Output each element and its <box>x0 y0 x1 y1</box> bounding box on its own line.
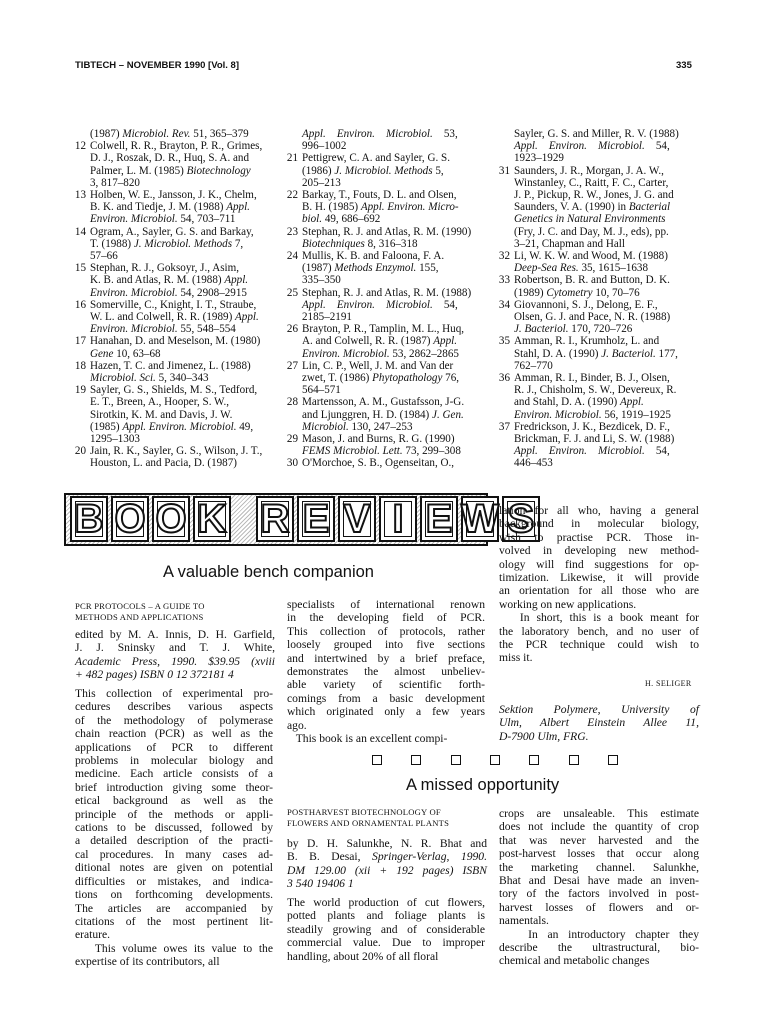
reference-entry <box>75 299 275 336</box>
reference-line: Somerville, C., Knight, I. T., Straube, <box>90 298 257 311</box>
reference-line: 205–213 <box>302 176 341 189</box>
review-text-column-3 <box>499 504 699 665</box>
text-line: principle of the methods or appli- <box>75 807 273 821</box>
text-line: citations of the most pertinent lit- <box>75 914 273 928</box>
text-line: applications of PCR to different <box>75 740 273 754</box>
text-line: does not include the quantity of crop <box>499 820 699 834</box>
text-line: chemical and metabolic changes <box>499 954 650 968</box>
reference-line: Hazen, T. C. and Jimenez, L. (1988) <box>90 359 251 372</box>
reference-number: 36 <box>498 372 510 385</box>
text-line: Bhat and Desai have made an inven- <box>499 874 699 888</box>
text-line: crops are unsaleable. This estimate <box>499 807 699 820</box>
text-line: This collection of protocols, rather <box>287 624 485 638</box>
text-line: 3 540 19406 1 <box>287 877 354 891</box>
reference-line: Appl. Environ. Microbiol. 54, <box>302 298 458 311</box>
reference-line: zwet, T. (1986) Phytopathology 76, <box>302 372 460 385</box>
text-line: In an introductory chapter they <box>499 927 699 941</box>
text-line: erature. <box>75 928 111 942</box>
text-line: Sektion Polymere, University of <box>499 703 699 716</box>
text-line: In short, this is a book meant for <box>499 611 699 625</box>
text-line: tory of the factors involved in post- <box>499 887 699 901</box>
reference-number: 37 <box>498 420 510 433</box>
reference-number: 18 <box>74 359 86 372</box>
text-line: the PCR technique could wish to <box>499 638 699 652</box>
text-line: FLOWERS AND ORNAMENTAL PLANTS <box>287 818 450 828</box>
reference-entry <box>287 323 487 360</box>
reference-number: 17 <box>74 335 86 348</box>
reference-line: Sayler, G. S., Shields, M. S., Tedford, <box>90 384 258 397</box>
book-title <box>75 601 275 623</box>
reference-line: Appl. Environ. Microbiol. 54, <box>514 140 670 153</box>
reviewer-affiliation <box>499 703 699 743</box>
reviewer-name: H. SELIGER <box>645 679 692 688</box>
reference-line: 1923–1929 <box>514 152 564 165</box>
reference-entry <box>75 140 275 189</box>
text-line: commercial value. Due to improper <box>287 936 485 950</box>
reference-entry <box>75 335 275 359</box>
reference-entry <box>499 421 699 470</box>
reference-entry <box>75 360 275 384</box>
reference-entry <box>287 433 487 457</box>
reference-entry <box>499 335 699 372</box>
reference-entry <box>75 262 275 299</box>
reference-line: (Fry, J. C. and Day, M. J., eds), pp. <box>514 225 669 238</box>
running-header: TIBTECH – NOVEMBER 1990 [Vol. 8] <box>75 60 239 71</box>
reference-line: Microbiol. 130, 247–253 <box>302 420 413 433</box>
text-line: describe the ultrastructural, bio- <box>499 941 699 955</box>
separator-square <box>608 755 618 765</box>
banner-letter-tile: E <box>297 496 335 542</box>
reference-line: Colwell, R. R., Brayton, P. R., Grimes, <box>90 140 263 153</box>
reference-number: 31 <box>498 164 510 177</box>
text-line: handling, about 20% of all floral <box>287 949 439 963</box>
reference-line: and Ljunggren, H. D. (1984) J. Gen. <box>302 408 464 421</box>
text-line: ago. <box>287 718 307 732</box>
reference-line: (1985) Appl. Environ. Microbiol. 49, <box>90 420 254 433</box>
reference-entry <box>75 128 275 140</box>
review-text-column-2 <box>287 896 485 963</box>
banner-letter-tile: I <box>379 496 417 542</box>
text-line: + 482 pages) ISBN 0 12 372181 4 <box>75 668 234 682</box>
reference-line: 996–1002 <box>302 140 347 153</box>
reference-line: Environ. Microbiol. 54, 703–711 <box>90 213 236 226</box>
text-line: B. B. Desai, Springer-Verlag, 1990. <box>287 850 487 864</box>
reference-number: 13 <box>74 189 86 202</box>
text-line: etical background as well as the <box>75 794 273 808</box>
reference-line: Stephan, R. J., Goksoyr, J., Asim, <box>90 262 240 275</box>
reference-line: Robertson, B. R. and Button, D. K. <box>514 274 670 287</box>
reference-line: 3, 817–820 <box>90 176 140 189</box>
text-line: working on new applications. <box>499 597 637 611</box>
reference-line: Stahl, D. A. (1990) J. Bacteriol. 177, <box>514 347 678 360</box>
banner-letter-tile: W <box>461 497 499 541</box>
reference-line: Martensson, A. M., Gustafsson, J-G. <box>302 396 465 409</box>
reference-line: Brayton, P. R., Tamplin, M. L., Huq, <box>302 323 465 336</box>
reference-number: 27 <box>286 359 298 372</box>
text-line: and intertwined by a brief preface, <box>287 651 485 665</box>
reference-number: 26 <box>286 323 298 336</box>
text-line: METHODS AND APPLICATIONS <box>75 612 204 622</box>
text-line: ditional notes are given on potential <box>75 861 273 875</box>
text-line: chain reaction (PCR) as well as the <box>75 727 273 741</box>
separator-square <box>490 755 500 765</box>
reference-line: Sirotkin, K. M. and Davis, J. W. <box>90 408 233 421</box>
reference-line: 57–66 <box>90 250 118 263</box>
reference-entry <box>287 250 487 287</box>
reference-line: (1989) Cytometry 10, 70–76 <box>514 286 640 299</box>
reference-entry <box>75 384 275 445</box>
reference-line: 335–350 <box>302 274 341 287</box>
reference-entry <box>287 128 487 152</box>
reference-line: (1986) J. Microbiol. Methods 5, <box>302 164 444 177</box>
text-line: The articles are accompanied by <box>75 901 273 915</box>
reference-line: D. J., Roszak, D. R., Huq, S. A. and <box>90 152 250 165</box>
reference-line: J. P., Pickup, R. W., Jones, J. G. and <box>514 189 674 202</box>
reference-line: 3–21, Chapman and Hall <box>514 237 625 250</box>
reference-number: 19 <box>74 384 86 397</box>
reference-line: B. K. and Tiedje, J. M. (1988) Appl. <box>90 201 250 214</box>
reference-number: 12 <box>74 140 86 153</box>
reference-line: 2185–2191 <box>302 311 352 324</box>
text-line: a detailed description of the practi- <box>75 834 273 848</box>
reference-list-column-3 <box>499 128 699 470</box>
book-title <box>287 807 487 829</box>
reference-line: Gene 10, 63–68 <box>90 347 161 360</box>
reference-line: 762–770 <box>514 359 553 372</box>
text-line: difficulties or mistakes, and indica- <box>75 874 273 888</box>
review-title: A missed opportunity <box>406 776 560 794</box>
reference-number: 23 <box>286 225 298 238</box>
reference-number: 24 <box>286 250 298 263</box>
text-line: Academic Press, 1990. $39.95 (xviii <box>75 654 275 668</box>
reference-entry <box>287 287 487 324</box>
reference-line: Ogram, A., Sayler, G. S. and Barkay, <box>90 225 254 238</box>
book-bibliography <box>75 628 275 682</box>
text-line: timization. Likewise, it will provide <box>499 571 699 585</box>
reference-line: Hanahan, D. and Meselson, M. (1980) <box>90 335 261 348</box>
reference-entry <box>499 165 699 250</box>
reference-entry <box>75 189 275 226</box>
reference-line: 446–453 <box>514 457 553 470</box>
text-line: the marketing channel. Salunkhe, <box>499 860 699 874</box>
text-line: of the methodology of polymerase <box>75 713 273 727</box>
text-line: specialists of international renown <box>287 598 485 611</box>
text-line: PCR PROTOCOLS – A GUIDE TO <box>75 601 205 611</box>
text-line: wish to practise PCR. Those in- <box>499 530 699 544</box>
text-line: loosely grouped into five sections <box>287 638 485 652</box>
reference-line: T. (1988) J. Microbiol. Methods 7, <box>90 237 244 250</box>
reference-number: 14 <box>74 225 86 238</box>
reference-line: E. T., Breen, A., Hooper, S. W., <box>90 396 230 409</box>
text-line: volved in developing new method- <box>499 544 699 558</box>
reference-entry <box>287 457 487 469</box>
reference-line: R. J., Chisholm, S. W., Devereux, R. <box>514 384 677 397</box>
reference-line: B. H. (1985) Appl. Environ. Micro- <box>302 201 459 214</box>
reference-line: Environ. Microbiol. 54, 2908–2915 <box>90 286 247 299</box>
text-line: demonstrates the almost unbeliev- <box>287 665 485 679</box>
reference-entry <box>499 128 699 165</box>
reference-line: Biotechniques 8, 316–318 <box>302 237 418 250</box>
text-line: lation for all who, having a general <box>499 504 699 517</box>
reference-entry <box>287 396 487 433</box>
reference-list-column-2 <box>287 128 487 470</box>
text-line: cedures describes various aspects <box>75 700 273 714</box>
text-line: medicine. Each article consists of a <box>75 767 273 781</box>
reference-entry <box>499 250 699 274</box>
reference-line: Environ. Microbiol. 56, 1919–1925 <box>514 408 671 421</box>
reference-line: Houston, L. and Pacia, D. (1987) <box>90 457 237 470</box>
text-line: J. J. Sninsky and T. J. White, <box>75 641 275 655</box>
reference-entry <box>499 372 699 421</box>
reference-number: 34 <box>498 298 510 311</box>
reference-line: O'Morchoe, S. B., Ogenseitan, O., <box>302 457 455 470</box>
text-line: that was never harvested and the <box>499 833 699 847</box>
text-line: able variety of scientific forth- <box>287 678 485 692</box>
reference-line: (1987) Methods Enzymol. 155, <box>302 262 439 275</box>
reference-entry <box>287 152 487 189</box>
banner-letter-tile: R <box>256 496 294 542</box>
banner-letter-tile: B <box>70 496 108 542</box>
reference-line: J. Bacteriol. 170, 720–726 <box>514 323 633 336</box>
reference-line: (1987) Microbiol. Rev. 51, 365–379 <box>90 128 249 140</box>
reference-line: Appl. Environ. Microbiol. 54, <box>514 445 670 458</box>
separator-square <box>411 755 421 765</box>
text-line: the laboratory bench, and no user of <box>499 624 699 638</box>
reference-line: 564–571 <box>302 384 341 397</box>
review-title: A valuable bench companion <box>163 563 374 581</box>
reference-line: Barkay, T., Fouts, D. L. and Olsen, <box>302 189 457 202</box>
reference-line: Brickman, F. J. and Li, S. W. (1988) <box>514 433 675 446</box>
text-line: D-7900 Ulm, FRG. <box>499 729 589 743</box>
reference-line: Saunders, J. R., Morgan, J. A. W., <box>514 164 664 177</box>
reference-number: 15 <box>74 262 86 275</box>
text-line: cal procedures. In many cases ad- <box>75 847 273 861</box>
reference-line: Deep-Sea Res. 35, 1615–1638 <box>514 262 649 275</box>
reference-line: and Stahl, D. A. (1990) Appl. <box>514 396 644 409</box>
reference-entry <box>287 360 487 397</box>
text-line: post-harvest losses that occur along <box>499 847 699 861</box>
reference-line: Li, W. K. W. and Wood, M. (1988) <box>514 250 668 263</box>
reference-line: Winstanley, C., Raitt, F. C., Carter, <box>514 176 669 189</box>
reference-line: Holben, W. E., Jansson, J. K., Chelm, <box>90 189 257 202</box>
reference-entry <box>287 189 487 226</box>
reference-number: 20 <box>74 445 86 458</box>
text-line: POSTHARVEST BIOTECHNOLOGY OF <box>287 807 441 817</box>
reference-number: 32 <box>498 250 510 263</box>
reference-line: FEMS Microbiol. Lett. 73, 299–308 <box>302 445 461 458</box>
reference-line: Mullis, K. B. and Faloona, F. A. <box>302 250 445 263</box>
text-line: by D. H. Salunkhe, N. R. Bhat and <box>287 837 487 850</box>
reference-number: 21 <box>286 152 298 165</box>
reference-entry <box>287 226 487 250</box>
reference-line: Sayler, G. S. and Miller, R. V. (1988) <box>514 128 679 140</box>
reference-line: Stephan, R. J. and Atlas, R. M. (1988) <box>302 286 472 299</box>
text-line: background in molecular biology, <box>499 517 699 531</box>
book-reviews-banner <box>64 493 535 546</box>
reference-line: Lin, C. P., Well, J. M. and Van der <box>302 359 454 372</box>
reference-line: Pettigrew, C. A. and Sayler, G. S. <box>302 152 450 165</box>
text-line: This volume owes its value to the <box>75 941 273 955</box>
reference-entry <box>499 299 699 336</box>
banner-letter-tile: V <box>338 496 376 542</box>
reference-line: W. L. and Colwell, R. R. (1989) Appl. <box>90 311 259 324</box>
text-line: tions on forthcoming developments. <box>75 888 273 902</box>
text-line: comings from a basic development <box>287 691 485 705</box>
text-line: namentals. <box>499 914 549 928</box>
reference-number: 16 <box>74 298 86 311</box>
reference-entry <box>499 274 699 298</box>
banner-letter-tile: S <box>502 496 540 542</box>
reference-list-column-1 <box>75 128 275 470</box>
text-line: The world production of cut flowers, <box>287 896 485 909</box>
reference-line: biol. 49, 686–692 <box>302 213 381 226</box>
reference-line: Stephan, R. J. and Atlas, R. M. (1990) <box>302 225 472 238</box>
text-line: in the developing field of PCR. <box>287 611 485 625</box>
text-line: expertise of its contributors, all <box>75 955 220 969</box>
separator-square <box>569 755 579 765</box>
reference-line: Fredrickson, J. K., Bezdicek, D. F., <box>514 420 670 433</box>
text-line: This book is an excellent compi- <box>287 732 448 746</box>
reference-number: 35 <box>498 335 510 348</box>
text-line: ology will find suggestions for op- <box>499 557 699 571</box>
reference-line: Palmer, L. M. (1985) Biotechnology <box>90 164 251 177</box>
banner-letter-tile: E <box>420 496 458 542</box>
text-line: cations to be discussed, followed by <box>75 821 273 835</box>
reference-line: 1295–1303 <box>90 433 140 446</box>
review-text-column-2 <box>287 598 485 745</box>
reference-number: 33 <box>498 274 510 287</box>
reference-line: Microbiol. Sci. 5, 340–343 <box>90 372 209 385</box>
reference-line: A. and Colwell, R. R. (1987) Appl. <box>302 335 458 348</box>
text-line: potted plants and foliage plants is <box>287 909 485 923</box>
text-line: which originated only a few years <box>287 705 485 719</box>
review-text-column-3 <box>499 807 699 968</box>
text-line: an orientation for all those who are <box>499 584 699 598</box>
text-line: brief introduction giving some theor- <box>75 780 273 794</box>
page-number: 335 <box>676 60 692 71</box>
reference-line: Jain, R. K., Sayler, G. S., Wilson, J. T., <box>90 445 263 458</box>
text-line: This collection of experimental pro- <box>75 687 273 700</box>
banner-letter-tile: O <box>152 496 190 542</box>
reference-line: Amman, R. I., Binder, B. J., Olsen, <box>514 372 670 385</box>
review-text-column-1 <box>75 687 273 969</box>
text-line: harvest losses of flowers and or- <box>499 900 699 914</box>
reference-line: Environ. Microbiol. 53, 2862–2865 <box>302 347 459 360</box>
reference-entry <box>75 226 275 263</box>
reference-number: 30 <box>286 457 298 470</box>
reference-line: Environ. Microbiol. 55, 548–554 <box>90 323 236 336</box>
reference-entry <box>75 445 275 469</box>
section-separator <box>372 755 618 765</box>
separator-square <box>451 755 461 765</box>
reference-line: Olsen, G. J. and Pace, N. R. (1988) <box>514 311 671 324</box>
separator-square <box>529 755 539 765</box>
reference-line: Mason, J. and Burns, R. G. (1990) <box>302 433 455 446</box>
text-line: DM 129.00 (xii + 192 pages) ISBN <box>287 863 487 877</box>
text-line: edited by M. A. Innis, D. H. Garfield, <box>75 628 275 641</box>
reference-number: 29 <box>286 433 298 446</box>
reference-line: Giovannoni, S. J., Delong, E. F., <box>514 298 658 311</box>
reference-line: Genetics in Natural Environments <box>514 213 666 226</box>
separator-square <box>372 755 382 765</box>
banner-letter-tile: K <box>193 496 231 542</box>
book-bibliography <box>287 837 487 891</box>
reference-line: K. B. and Atlas, R. M. (1988) Appl. <box>90 274 249 287</box>
text-line: steadily growing and of considerable <box>287 922 485 936</box>
text-line: Ulm, Albert Einstein Allee 11, <box>499 716 699 730</box>
reference-number: 22 <box>286 189 298 202</box>
reference-number: 28 <box>286 396 298 409</box>
text-line: problems in molecular biology and <box>75 754 273 768</box>
reference-line: Amman, R. I., Krumholz, L. and <box>514 335 660 348</box>
text-line: miss it. <box>499 651 533 665</box>
reference-line: Appl. Environ. Microbiol. 53, <box>302 128 458 140</box>
reference-line: Saunders, V. A. (1990) in Bacterial <box>514 201 671 214</box>
banner-letter-tile: O <box>111 496 149 542</box>
reference-number: 25 <box>286 286 298 299</box>
